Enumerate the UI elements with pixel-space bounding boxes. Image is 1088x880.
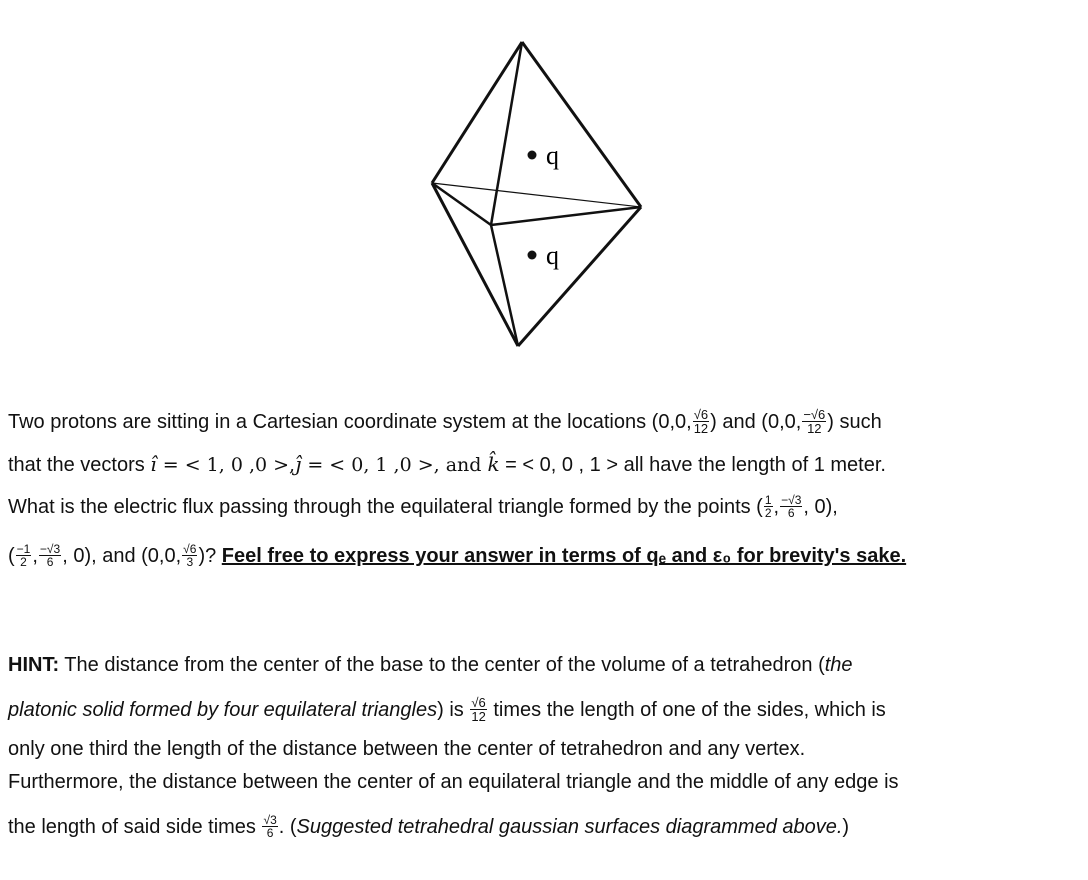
problem-text: ( [8,545,15,567]
fraction: $\frac{-1}{2}$ [16,542,31,570]
problem-text: What is the electric flux passing through the equilateral triangle formed by the points ( [8,496,763,518]
edge-front-to-bottom [491,225,518,346]
unit-vector-k: k̂ [487,452,500,476]
hint-line-5 [8,814,1078,840]
hint-line-3 [8,736,1078,762]
problem-text: ) and (0,0, [710,411,802,433]
hint-text: The distance from the center of the base to the center of the volume of a tetrahedron ( [59,654,825,676]
unit-vector-i: î [150,452,157,476]
bipyramid-figure [0,0,1088,380]
hint-text: . ( [278,816,297,838]
outline-left-upper [432,42,522,183]
vector-def: = < 0, 1 ,0 >, and [301,454,488,476]
hint-text: only one third the length of the distance between the center of tetrahedron and any vertex. [8,738,806,760]
hint-label: HINT: [8,654,60,676]
hint-text: ) [842,816,850,838]
hint-italic: platonic solid formed by four equilateral triangles [8,699,438,721]
problem-text: , 0), [803,496,838,518]
fraction: $\frac{√6}{3}$ [183,542,197,570]
unit-vector-j: ĵ [295,452,302,476]
charge-bottom [528,241,560,270]
outline-right-lower [518,207,641,346]
fraction: $\frac{√6}{12}$ [693,407,709,437]
fraction: $\frac{1}{2}$ [764,493,772,521]
outline-left-lower [432,183,518,346]
hint-text: the length of said side times [8,816,262,838]
charge-top-label: q [546,141,559,170]
fraction: $\frac{-√6}{12}$ [803,407,826,437]
bipyramid-diagram [0,0,1088,380]
charge-top [528,141,560,170]
problem-text: , [773,496,780,518]
brevity-note: Feel free to express your answer in terms of qₑ and ε₀ for brevity's sake. [221,545,907,567]
hint-line-4 [8,769,1078,795]
outline-right-upper [522,42,641,207]
hint-line-1 [8,652,1078,678]
problem-text: = < 0, 0 , 1 > all have the length of 1 meter. [499,454,886,476]
problem-text: ) such [827,411,882,433]
hint-line-2 [8,697,1078,724]
fraction: $\frac{-√3}{6}$ [781,493,802,521]
problem-text: , [32,545,38,567]
hint-italic: the [824,654,853,676]
hint-text: times the length of one of the sides, which is [487,699,886,721]
edge-back-hidden [432,183,641,207]
fraction: $\frac{√6}{12}$ [471,695,486,725]
hint-text: ) is [437,699,470,721]
edge-apex-to-front [491,42,522,225]
hint-text: Furthermore, the distance between the center of an equilateral triangle and the middle of any edge is [8,771,899,793]
charge-bottom-label: q [546,241,559,270]
problem-text: , 0), and (0,0, [62,545,182,567]
problem-line-1 [8,409,1078,436]
problem-line-4 [8,543,1078,569]
problem-text: Two protons are sitting in a Cartesian coordinate system at the locations (0,0, [8,411,692,433]
problem-text: that the vectors [8,454,151,476]
problem-line-2 [8,451,1078,478]
hint-italic: Suggested tetrahedral gaussian surfaces diagrammed above. [296,816,843,838]
vector-def: = < 1, 0 ,0 >, [156,454,296,476]
fraction: $\frac{-√3}{6}$ [39,542,61,570]
problem-line-3 [8,494,1078,520]
edge-front-to-right [491,207,641,225]
problem-text: )? [198,545,222,567]
fraction: $\frac{√3}{6}$ [263,813,277,841]
